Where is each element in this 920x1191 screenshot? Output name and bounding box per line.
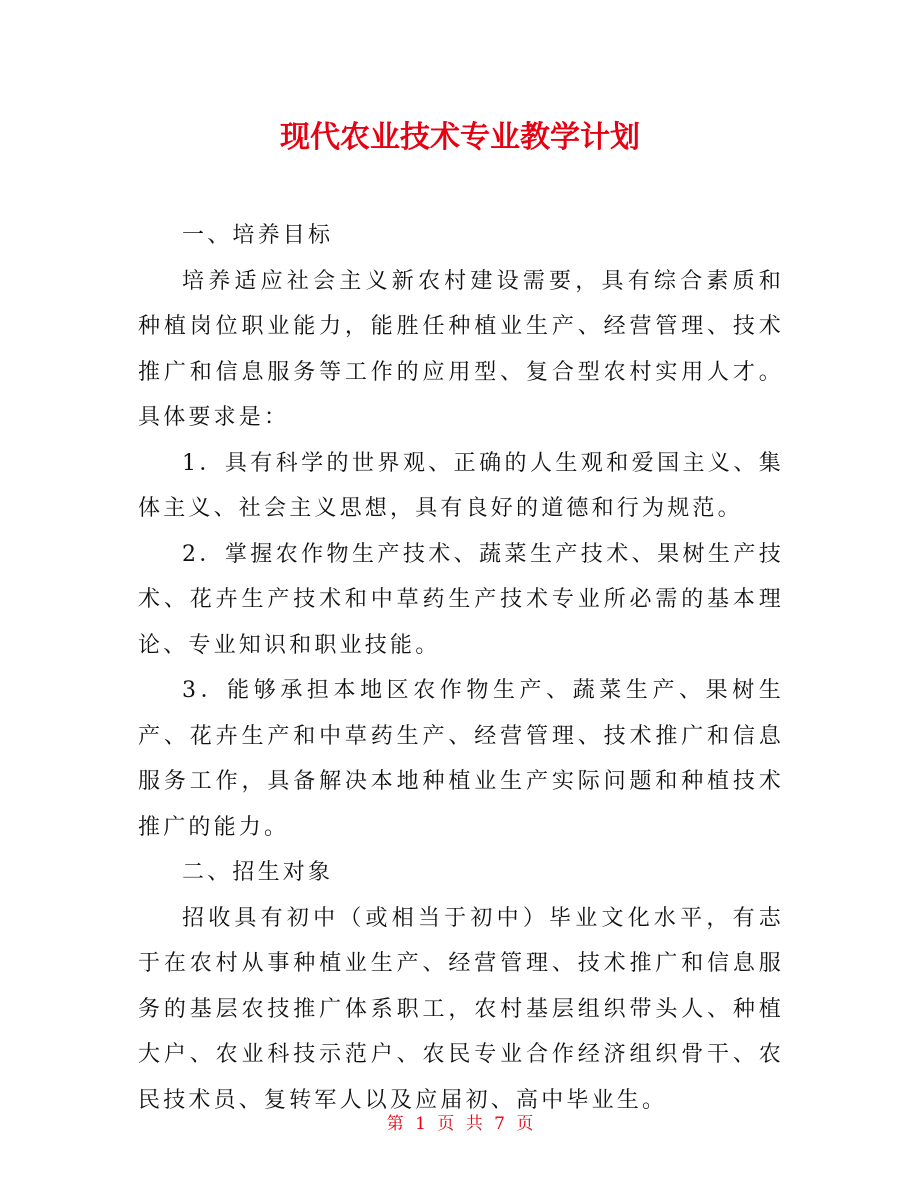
section-heading-training-goals: 一、培养目标	[182, 223, 334, 248]
document-title: 现代农业技术专业教学计划	[280, 120, 640, 155]
section-intro-paragraph: 培养适应社会主义新农村建设需要，具有综合素质和种植岗位职业能力，能胜任种植业生产、经营管理、技术推广和信息服务等工作的应用型、复合型农村实用人才。具体要求是：	[138, 268, 784, 430]
section-heading-enrollment: 二、招生对象	[182, 860, 334, 885]
enrollment-paragraph: 招收具有初中（或相当于初中）毕业文化水平，有志于在农村从事种植业生产、经营管理、技术推广和信息服务的基层农技推广体系职工，农村基层组织带头人、种植大户、农业科技示范户、农民专业合作经济组织骨干、农民技术员、复转军人以及应届初、高中毕业生。	[138, 905, 784, 1113]
requirement-item-3: 3．能够承担本地区农作物生产、蔬菜生产、果树生产、花卉生产和中草药生产、经营管理、技术推广和信息服务工作，具备解决本地种植业生产实际问题和种植技术推广的能力。	[138, 678, 784, 840]
requirement-item-2: 2．掌握农作物生产技术、蔬菜生产技术、果树生产技术、花卉生产技术和中草药生产技术专业所必需的基本理论、专业知识和职业技能。	[138, 541, 784, 658]
page-number-footer: 第 1 页 共 7 页	[386, 1114, 534, 1134]
requirement-item-1: 1．具有科学的世界观、正确的人生观和爱国主义、集体主义、社会主义思想，具有良好的道德和行为规范。	[138, 450, 784, 521]
document-body	[138, 213, 784, 1123]
